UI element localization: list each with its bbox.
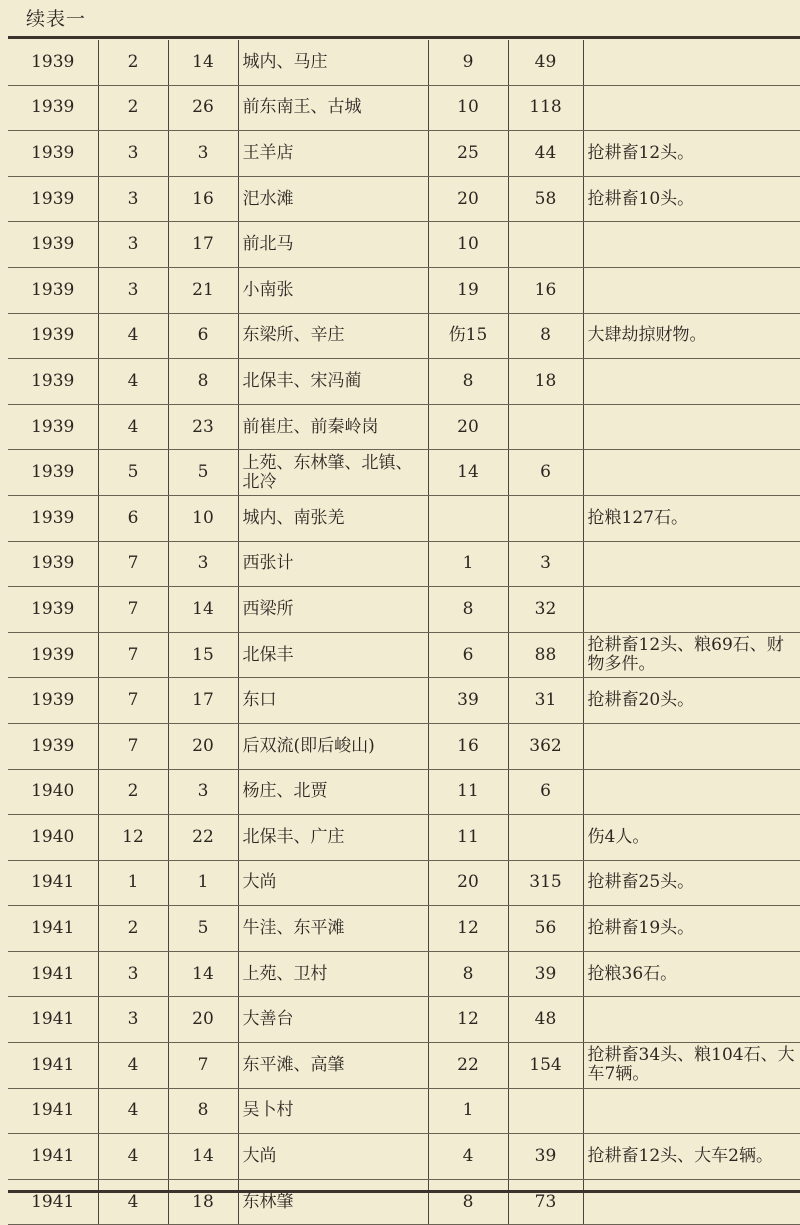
count1-cell: 12 — [428, 997, 508, 1043]
count1-cell — [428, 495, 508, 541]
year-cell: 1939 — [8, 85, 98, 131]
table-row — [8, 951, 800, 997]
day-cell: 17 — [168, 222, 238, 268]
place-cell: 东梁所、辛庄 — [238, 313, 428, 359]
table-row — [8, 678, 800, 724]
month-cell: 3 — [98, 131, 168, 177]
remark-cell — [583, 587, 800, 633]
place-cell: 城内、南张羌 — [238, 495, 428, 541]
year-cell: 1939 — [8, 404, 98, 450]
day-cell: 5 — [168, 450, 238, 496]
remark-cell: 抢耕畜34头、粮104石、大车7辆。 — [583, 1043, 800, 1089]
place-cell: 东平滩、高肇 — [238, 1043, 428, 1089]
table-row — [8, 450, 800, 496]
day-cell: 23 — [168, 404, 238, 450]
count1-cell: 22 — [428, 1043, 508, 1089]
day-cell: 14 — [168, 951, 238, 997]
place-cell: 西张计 — [238, 541, 428, 587]
count1-cell: 1 — [428, 541, 508, 587]
count1-cell: 伤15 — [428, 313, 508, 359]
count2-cell — [508, 815, 583, 861]
count2-cell — [508, 1088, 583, 1134]
year-cell: 1941 — [8, 951, 98, 997]
count2-cell: 18 — [508, 359, 583, 405]
table-row — [8, 815, 800, 861]
count1-cell: 20 — [428, 176, 508, 222]
count2-cell: 48 — [508, 997, 583, 1043]
remark-cell — [583, 541, 800, 587]
table-caption: 续表一 — [26, 8, 87, 30]
month-cell: 7 — [98, 541, 168, 587]
bottom-rule — [8, 1190, 800, 1193]
day-cell: 5 — [168, 906, 238, 952]
table-row — [8, 359, 800, 405]
month-cell: 7 — [98, 678, 168, 724]
place-cell: 北保丰、宋冯蔺 — [238, 359, 428, 405]
month-cell: 1 — [98, 860, 168, 906]
table-row — [8, 541, 800, 587]
month-cell: 6 — [98, 495, 168, 541]
day-cell: 21 — [168, 267, 238, 313]
place-cell: 城内、马庄 — [238, 40, 428, 85]
year-cell: 1939 — [8, 495, 98, 541]
remark-cell — [583, 404, 800, 450]
remark-cell: 抢耕畜10头。 — [583, 176, 800, 222]
place-cell: 北保丰 — [238, 632, 428, 678]
year-cell: 1941 — [8, 1088, 98, 1134]
year-cell: 1939 — [8, 267, 98, 313]
count2-cell: 362 — [508, 723, 583, 769]
year-cell: 1939 — [8, 359, 98, 405]
remark-cell — [583, 85, 800, 131]
count1-cell: 19 — [428, 267, 508, 313]
day-cell: 17 — [168, 678, 238, 724]
remark-cell: 抢粮36石。 — [583, 951, 800, 997]
remark-cell — [583, 40, 800, 85]
records-table — [8, 40, 800, 1225]
table-row — [8, 313, 800, 359]
count1-cell: 14 — [428, 450, 508, 496]
day-cell: 14 — [168, 587, 238, 633]
place-cell: 上苑、东林肇、北镇、北冷 — [238, 450, 428, 496]
count1-cell: 12 — [428, 906, 508, 952]
count2-cell: 154 — [508, 1043, 583, 1089]
year-cell: 1939 — [8, 176, 98, 222]
day-cell: 18 — [168, 1179, 238, 1225]
count2-cell: 39 — [508, 1134, 583, 1180]
day-cell: 6 — [168, 313, 238, 359]
table-row — [8, 131, 800, 177]
remark-cell — [583, 1179, 800, 1225]
year-cell: 1939 — [8, 222, 98, 268]
day-cell: 26 — [168, 85, 238, 131]
table-row — [8, 723, 800, 769]
month-cell: 3 — [98, 951, 168, 997]
count1-cell: 6 — [428, 632, 508, 678]
year-cell: 1939 — [8, 723, 98, 769]
count2-cell: 39 — [508, 951, 583, 997]
count2-cell: 88 — [508, 632, 583, 678]
count1-cell: 9 — [428, 40, 508, 85]
month-cell: 3 — [98, 222, 168, 268]
count1-cell: 8 — [428, 587, 508, 633]
count1-cell: 10 — [428, 222, 508, 268]
table-row — [8, 587, 800, 633]
place-cell: 大尚 — [238, 860, 428, 906]
count1-cell: 8 — [428, 359, 508, 405]
table-row — [8, 176, 800, 222]
count2-cell — [508, 222, 583, 268]
remark-cell: 抢耕畜19头。 — [583, 906, 800, 952]
count2-cell: 315 — [508, 860, 583, 906]
remark-cell — [583, 450, 800, 496]
remark-cell: 抢耕畜12头、粮69石、财物多件。 — [583, 632, 800, 678]
place-cell: 前东南王、古城 — [238, 85, 428, 131]
month-cell: 4 — [98, 1088, 168, 1134]
month-cell: 2 — [98, 85, 168, 131]
day-cell: 7 — [168, 1043, 238, 1089]
year-cell: 1941 — [8, 1043, 98, 1089]
month-cell: 3 — [98, 176, 168, 222]
year-cell: 1939 — [8, 541, 98, 587]
year-cell: 1941 — [8, 997, 98, 1043]
day-cell: 20 — [168, 997, 238, 1043]
month-cell: 7 — [98, 632, 168, 678]
day-cell: 20 — [168, 723, 238, 769]
records-table-body — [8, 40, 800, 1225]
table-row — [8, 495, 800, 541]
count2-cell: 31 — [508, 678, 583, 724]
day-cell: 16 — [168, 176, 238, 222]
year-cell: 1939 — [8, 450, 98, 496]
table-row — [8, 997, 800, 1043]
year-cell: 1939 — [8, 587, 98, 633]
place-cell: 前崔庄、前秦岭岗 — [238, 404, 428, 450]
year-cell: 1941 — [8, 1134, 98, 1180]
month-cell: 12 — [98, 815, 168, 861]
count2-cell: 3 — [508, 541, 583, 587]
month-cell: 3 — [98, 997, 168, 1043]
count2-cell: 58 — [508, 176, 583, 222]
year-cell: 1940 — [8, 769, 98, 815]
year-cell: 1939 — [8, 131, 98, 177]
count1-cell: 39 — [428, 678, 508, 724]
remark-cell: 抢耕畜12头。 — [583, 131, 800, 177]
count2-cell: 16 — [508, 267, 583, 313]
count1-cell: 25 — [428, 131, 508, 177]
place-cell: 上苑、卫村 — [238, 951, 428, 997]
year-cell: 1941 — [8, 860, 98, 906]
table-row — [8, 85, 800, 131]
day-cell: 3 — [168, 769, 238, 815]
day-cell: 8 — [168, 359, 238, 405]
count2-cell — [508, 404, 583, 450]
top-rule — [8, 36, 800, 39]
remark-cell — [583, 267, 800, 313]
count1-cell: 20 — [428, 404, 508, 450]
count2-cell: 8 — [508, 313, 583, 359]
table-row — [8, 769, 800, 815]
remark-cell: 大肆劫掠财物。 — [583, 313, 800, 359]
remark-cell — [583, 723, 800, 769]
day-cell: 22 — [168, 815, 238, 861]
remark-cell — [583, 1088, 800, 1134]
place-cell: 前北马 — [238, 222, 428, 268]
year-cell: 1940 — [8, 815, 98, 861]
month-cell: 2 — [98, 769, 168, 815]
place-cell: 大尚 — [238, 1134, 428, 1180]
count1-cell: 8 — [428, 1179, 508, 1225]
place-cell: 北保丰、广庄 — [238, 815, 428, 861]
day-cell: 14 — [168, 1134, 238, 1180]
place-cell: 大善台 — [238, 997, 428, 1043]
table-row — [8, 404, 800, 450]
day-cell: 10 — [168, 495, 238, 541]
table-row — [8, 632, 800, 678]
remark-cell: 抢耕畜25头。 — [583, 860, 800, 906]
count2-cell: 6 — [508, 769, 583, 815]
day-cell: 3 — [168, 131, 238, 177]
remark-cell — [583, 769, 800, 815]
place-cell: 东林肇 — [238, 1179, 428, 1225]
table-row — [8, 906, 800, 952]
remark-cell — [583, 222, 800, 268]
year-cell: 1941 — [8, 906, 98, 952]
day-cell: 8 — [168, 1088, 238, 1134]
table-row — [8, 1179, 800, 1225]
month-cell: 7 — [98, 723, 168, 769]
month-cell: 2 — [98, 40, 168, 85]
count1-cell: 20 — [428, 860, 508, 906]
remark-cell: 抢耕畜12头、大车2辆。 — [583, 1134, 800, 1180]
month-cell: 4 — [98, 359, 168, 405]
count1-cell: 11 — [428, 815, 508, 861]
month-cell: 4 — [98, 1134, 168, 1180]
remark-cell — [583, 997, 800, 1043]
count1-cell: 11 — [428, 769, 508, 815]
month-cell: 4 — [98, 404, 168, 450]
table-row — [8, 1088, 800, 1134]
table-row — [8, 1043, 800, 1089]
remark-cell: 抢耕畜20头。 — [583, 678, 800, 724]
year-cell: 1939 — [8, 632, 98, 678]
year-cell: 1939 — [8, 678, 98, 724]
month-cell: 7 — [98, 587, 168, 633]
day-cell: 14 — [168, 40, 238, 85]
month-cell: 2 — [98, 906, 168, 952]
day-cell: 15 — [168, 632, 238, 678]
month-cell: 4 — [98, 1043, 168, 1089]
place-cell: 牛洼、东平滩 — [238, 906, 428, 952]
year-cell: 1939 — [8, 40, 98, 85]
count1-cell: 16 — [428, 723, 508, 769]
count2-cell: 6 — [508, 450, 583, 496]
place-cell: 汜水滩 — [238, 176, 428, 222]
table-row — [8, 40, 800, 85]
month-cell: 3 — [98, 267, 168, 313]
remark-cell: 抢粮127石。 — [583, 495, 800, 541]
count2-cell: 49 — [508, 40, 583, 85]
count1-cell: 1 — [428, 1088, 508, 1134]
place-cell: 后双流(即后峻山) — [238, 723, 428, 769]
remark-cell: 伤4人。 — [583, 815, 800, 861]
place-cell: 小南张 — [238, 267, 428, 313]
count1-cell: 8 — [428, 951, 508, 997]
count2-cell: 73 — [508, 1179, 583, 1225]
count1-cell: 10 — [428, 85, 508, 131]
year-cell: 1939 — [8, 313, 98, 359]
count2-cell: 44 — [508, 131, 583, 177]
count1-cell: 4 — [428, 1134, 508, 1180]
remark-cell — [583, 359, 800, 405]
count2-cell: 118 — [508, 85, 583, 131]
place-cell: 王羊店 — [238, 131, 428, 177]
month-cell: 5 — [98, 450, 168, 496]
count2-cell — [508, 495, 583, 541]
place-cell: 西梁所 — [238, 587, 428, 633]
month-cell: 4 — [98, 1179, 168, 1225]
day-cell: 1 — [168, 860, 238, 906]
count2-cell: 32 — [508, 587, 583, 633]
table-row — [8, 222, 800, 268]
table-row — [8, 860, 800, 906]
table-row — [8, 1134, 800, 1180]
table-row — [8, 267, 800, 313]
place-cell: 东口 — [238, 678, 428, 724]
year-cell: 1941 — [8, 1179, 98, 1225]
place-cell: 杨庄、北贾 — [238, 769, 428, 815]
month-cell: 4 — [98, 313, 168, 359]
place-cell: 吴卜村 — [238, 1088, 428, 1134]
count2-cell: 56 — [508, 906, 583, 952]
day-cell: 3 — [168, 541, 238, 587]
